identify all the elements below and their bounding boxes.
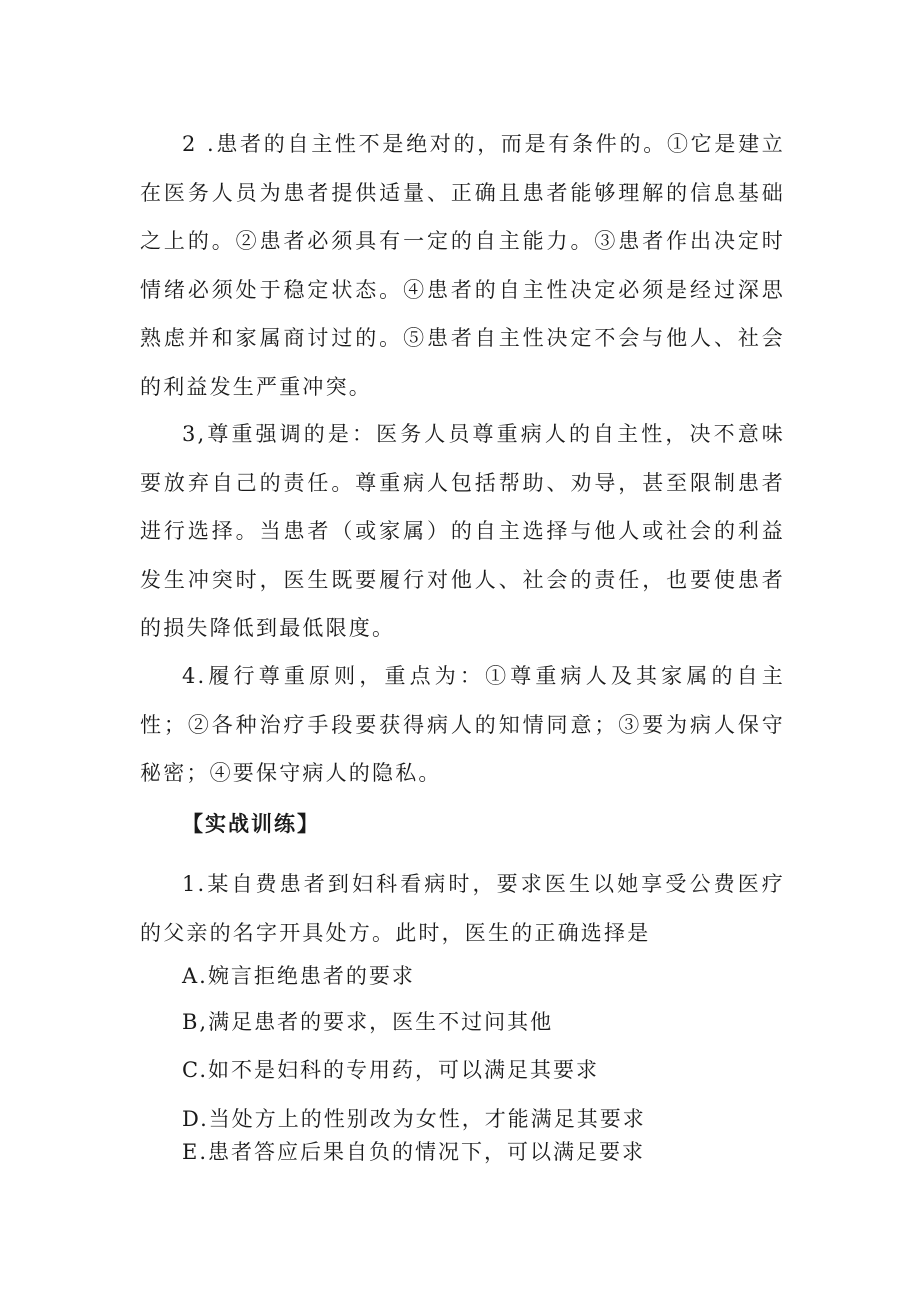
paragraph-patient-autonomy-conditions: 2 .患者的自主性不是绝对的，而是有条件的。①它是建立在医务人员为患者提供适量、正确且患者能够理解的信息基础之上的。②患者必须具有一定的自主能力。③患者作出决定时情绪必须处于稳定状态。④患者的自主性决定必须是经过深思熟虑并和家属商讨过的。⑤患者自主性决定不会与他人、社会的利益发生严重冲突。: [140, 132, 785, 399]
answer-option-c: C.如不是妇科的专用药，可以满足其要求: [182, 1058, 599, 1082]
answer-option-d: D.当处方上的性别改为女性，才能满足其要求: [182, 1107, 646, 1131]
practice-heading: 【实战训练】: [182, 811, 320, 836]
answer-option-a: A.婉言拒绝患者的要求: [182, 964, 415, 988]
answer-option-b: B,满足患者的要求，医生不过问其他: [182, 1010, 554, 1034]
answer-option-e: E.患者答应后果自负的情况下，可以满足要求: [182, 1140, 646, 1164]
paragraph-respect-emphasis: 3,尊重强调的是：医务人员尊重病人的自主性，决不意味要放弃自己的责任。尊重病人包括帮助、劝导，甚至限制患者进行选择。当患者（或家属）的自主选择与他人或社会的利益发生冲突时，医生既要履行对他人、社会的责任，也要使患者的损失降低到最低限度。: [140, 422, 785, 640]
practice-question-1: 1.某自费患者到妇科看病时，要求医生以她享受公费医疗的父亲的名字开具处方。此时，医生的正确选择是: [140, 872, 785, 945]
paragraph-respect-principle-key-points: 4.履行尊重原则，重点为：①尊重病人及其家属的自主性；②各种治疗手段要获得病人的知情同意；③要为病人保守秘密；④要保守病人的隐私。: [140, 664, 785, 785]
